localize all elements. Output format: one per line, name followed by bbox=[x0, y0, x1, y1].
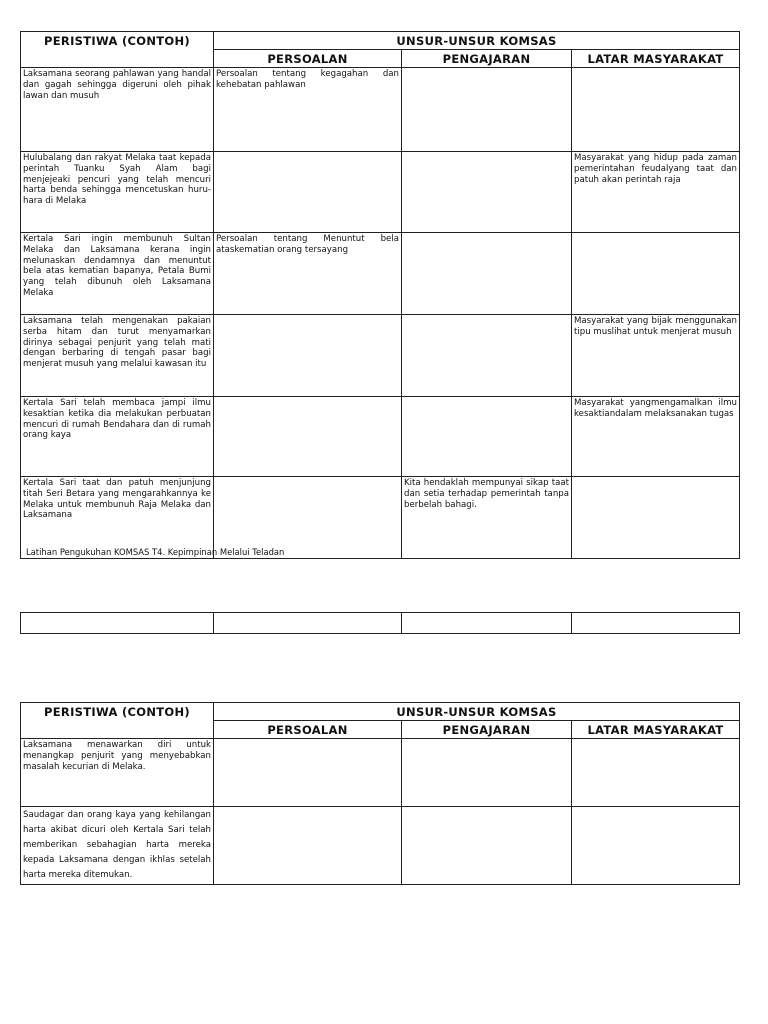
komsas-table-2 bbox=[20, 702, 740, 885]
header-unsur: UNSUR-UNSUR KOMSAS bbox=[214, 703, 740, 721]
cell-persoalan: Persoalan tentang Menuntut bela ataskematian orang tersayang bbox=[214, 233, 402, 315]
cell-peristiwa: Kertala Sari taat dan patuh menjunjung titah Seri Betara yang mengarahkannya ke Melaka untuk membunuh Raja Melaka dan Laksamana bbox=[21, 477, 214, 559]
header-latar: LATAR MASYARAKAT bbox=[572, 721, 740, 739]
cell-persoalan bbox=[214, 807, 402, 885]
cell-latar bbox=[572, 807, 740, 885]
header-pengajaran: PENGAJARAN bbox=[402, 50, 572, 68]
cell-latar bbox=[572, 68, 740, 152]
header-peristiwa: PERISTIWA (CONTOH) bbox=[21, 703, 214, 739]
empty-cell bbox=[21, 613, 214, 634]
cell-persoalan bbox=[214, 739, 402, 807]
cell-latar bbox=[572, 233, 740, 315]
cell-persoalan bbox=[214, 315, 402, 397]
empty-cell bbox=[214, 613, 402, 634]
cell-pengajaran bbox=[402, 233, 572, 315]
cell-latar: Masyarakat yangmengamalkan ilmu kesaktiandalam melaksanakan tugas bbox=[572, 397, 740, 477]
cell-peristiwa: Laksamana menawarkan diri untuk menangkap penjurit yang menyebabkan masalah kecurian di Melaka. bbox=[21, 739, 214, 807]
table-row bbox=[21, 315, 740, 397]
empty-cell bbox=[572, 613, 740, 634]
table-row bbox=[21, 397, 740, 477]
cell-pengajaran bbox=[402, 315, 572, 397]
table-row bbox=[21, 807, 740, 885]
cell-peristiwa: Laksamana seorang pahlawan yang handal dan gagah sehingga digeruni oleh pihak lawan dan musuh bbox=[21, 68, 214, 152]
cell-pengajaran: Kita hendaklah mempunyai sikap taat dan setia terhadap pemerintah tanpa berbelah bahagi. bbox=[402, 477, 572, 559]
cell-pengajaran bbox=[402, 68, 572, 152]
table-row bbox=[21, 233, 740, 315]
cell-latar: Masyarakat yang hidup pada zaman pemerintahan feudalyang taat dan patuh akan perintah raja bbox=[572, 152, 740, 233]
cell-peristiwa: Saudagar dan orang kaya yang kehilangan harta akibat dicuri oleh Kertala Sari telah memberikan sebahagian harta mereka kepada Laksamana dengan ikhlas setelah harta mereka ditemukan. bbox=[21, 807, 214, 885]
cell-peristiwa: Laksamana telah mengenakan pakaian serba hitam dan turut menyamarkan dirinya sebagai penjurit yang telah mati dengan berbaring di tengah pasar bagi menjerat musuh yang melalui kawasan itu bbox=[21, 315, 214, 397]
table-row bbox=[21, 152, 740, 233]
table-row bbox=[21, 739, 740, 807]
table-row bbox=[21, 613, 740, 634]
footnote: Latihan Pengukuhan KOMSAS T4. Kepimpinan Melalui Teladan bbox=[26, 547, 285, 557]
table-row bbox=[21, 68, 740, 152]
cell-peristiwa: Hulubalang dan rakyat Melaka taat kepada perintah Tuanku Syah Alam bagi menjejeaki pencuri yang telah mencuri harta benda sehingga mencetuskan huru-hara di Melaka bbox=[21, 152, 214, 233]
cell-pengajaran bbox=[402, 397, 572, 477]
komsas-table-1 bbox=[20, 31, 740, 559]
empty-cell bbox=[402, 613, 572, 634]
header-persoalan: PERSOALAN bbox=[214, 50, 402, 68]
cell-persoalan bbox=[214, 152, 402, 233]
cell-peristiwa: Kertala Sari telah membaca jampi ilmu kesaktian ketika dia melakukan perbuatan mencuri di rumah Bendahara dan di rumah orang kaya bbox=[21, 397, 214, 477]
header-pengajaran: PENGAJARAN bbox=[402, 721, 572, 739]
cell-peristiwa: Kertala Sari ingin membunuh Sultan Melaka dan Laksamana kerana ingin melunaskan dendamnya dan menuntut bela atas kematian bapanya, Petala Bumi yang telah dibunuh oleh Laksamana Melaka bbox=[21, 233, 214, 315]
empty-table-fragment bbox=[20, 612, 740, 634]
header-persoalan: PERSOALAN bbox=[214, 721, 402, 739]
cell-latar: Masyarakat yang bijak menggunakan tipu muslihat untuk menjerat musuh bbox=[572, 315, 740, 397]
header-latar: LATAR MASYARAKAT bbox=[572, 50, 740, 68]
cell-persoalan bbox=[214, 397, 402, 477]
header-unsur: UNSUR-UNSUR KOMSAS bbox=[214, 32, 740, 50]
cell-latar bbox=[572, 739, 740, 807]
cell-persoalan: Persoalan tentang kegagahan dan kehebatan pahlawan bbox=[214, 68, 402, 152]
header-peristiwa: PERISTIWA (CONTOH) bbox=[21, 32, 214, 68]
cell-pengajaran bbox=[402, 152, 572, 233]
cell-latar bbox=[572, 477, 740, 559]
cell-pengajaran bbox=[402, 807, 572, 885]
cell-pengajaran bbox=[402, 739, 572, 807]
